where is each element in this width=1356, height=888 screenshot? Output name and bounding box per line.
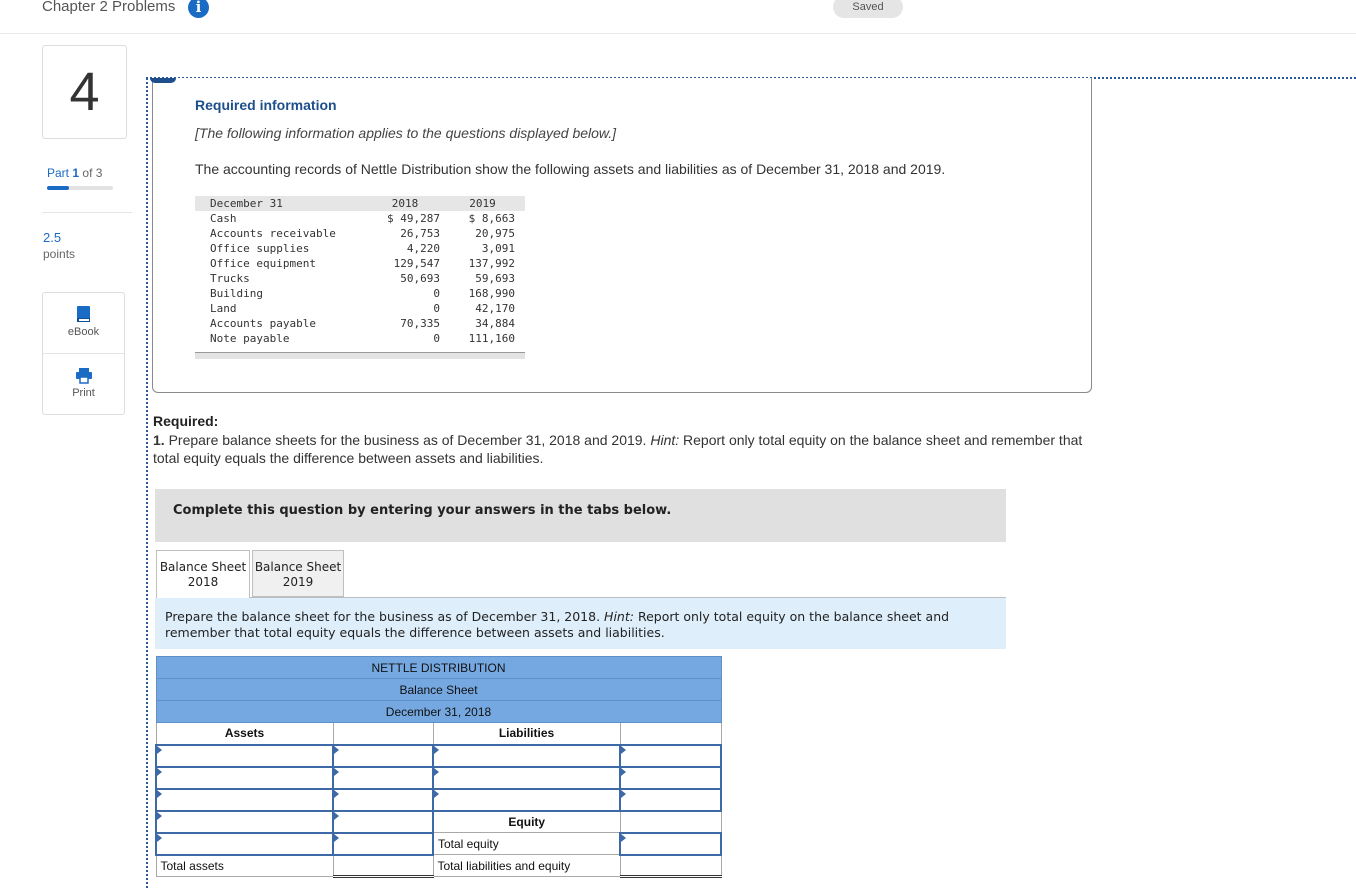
company-name: NETTLE DISTRIBUTION [156, 657, 721, 679]
amount-2019: 34,884 [475, 317, 515, 330]
required-heading: Required: [153, 413, 219, 429]
required-info-note: [The following information applies to the questions displayed below.] [195, 125, 617, 141]
amount-2018: 50,693 [400, 272, 440, 285]
required-info-tab-marker [150, 78, 176, 83]
account-name: Accounts payable [210, 317, 316, 330]
print-button[interactable] [43, 367, 124, 399]
tab-2019-line1: Balance Sheet [254, 560, 342, 574]
amount-2019: 111,160 [468, 332, 515, 345]
tab-balance-sheet-2019[interactable] [252, 550, 344, 597]
tab-balance-sheet-2018[interactable] [156, 550, 250, 598]
amount-2018: 0 [433, 302, 440, 315]
liability-amount-input-3[interactable] [620, 789, 721, 811]
question-number: 4 [69, 62, 100, 122]
amount-2019: $ 8,663 [468, 212, 515, 225]
table-row [156, 855, 721, 877]
required-hint-label: Hint: [650, 432, 680, 448]
total-assets-label: Total assets [156, 855, 333, 877]
asset-amount-input-4[interactable] [333, 811, 433, 833]
amount-2019: 59,693 [475, 272, 515, 285]
sidebar-divider [42, 212, 132, 213]
asset-label-input-2[interactable] [156, 767, 333, 789]
tab-2018-line2: 2018 [187, 575, 219, 589]
total-liab-equity-label: Total liabilities and equity [433, 855, 620, 877]
complete-question-text: Complete this question by entering your answers in the tabs below. [173, 503, 672, 518]
part-indicator [47, 166, 102, 180]
total-liab-equity-amount [620, 855, 721, 877]
table-row [156, 789, 721, 811]
account-name: Accounts receivable [210, 227, 336, 240]
required-item-number: 1. [153, 432, 165, 448]
account-name: Cash [210, 212, 237, 225]
part-prefix: Part [47, 166, 70, 180]
tools-divider [43, 353, 124, 354]
amount-2018: 0 [433, 287, 440, 300]
liability-label-input-1[interactable] [433, 745, 620, 767]
ebook-button[interactable] [43, 305, 124, 338]
statement-title-row [156, 679, 721, 701]
print-label: Print [72, 387, 95, 399]
total-equity-label: Total equity [433, 833, 620, 855]
print-icon [75, 367, 93, 384]
accounts-data-table [195, 196, 525, 346]
liability-label-input-3[interactable] [433, 789, 620, 811]
amount-2018: 70,335 [400, 317, 440, 330]
amount-2019: 20,975 [475, 227, 515, 240]
table-row [156, 833, 721, 855]
required-hint-text: Report only total equity on the balance sheet and remember that total equity equals the difference between assets and liabilities. [153, 432, 1083, 466]
table-row [195, 286, 525, 301]
statement-date: December 31, 2018 [156, 701, 721, 723]
total-equity-input[interactable] [620, 833, 721, 855]
chapter-title: Chapter 2 Problems [42, 0, 176, 15]
asset-label-input-4[interactable] [156, 811, 333, 833]
total-assets-amount [333, 855, 433, 877]
account-name: Land [210, 302, 237, 315]
points-label: points [43, 247, 76, 261]
asset-amount-input-3[interactable] [333, 789, 433, 811]
asset-amount-input-1[interactable] [333, 745, 433, 767]
tab-instruction-hint-label: Hint: [604, 609, 634, 624]
part-current: 1 [72, 166, 80, 180]
amount-2018: 0 [433, 332, 440, 345]
table-row [195, 211, 525, 226]
asset-amount-input-2[interactable] [333, 767, 433, 789]
table-row [156, 811, 721, 833]
account-name: Office supplies [210, 242, 310, 255]
part-progress-fill [47, 186, 69, 190]
table-row [195, 241, 525, 256]
account-name: Note payable [210, 332, 290, 345]
ebook-icon [76, 305, 92, 323]
required-info-intro: The accounting records of Nettle Distribution show the following assets and liabilities as of December 31, 2018 and 2019. [195, 161, 946, 177]
table-row [195, 331, 525, 346]
saved-status-badge: Saved [833, 0, 903, 18]
section-header-row [156, 723, 721, 745]
amount-2019: 137,992 [468, 257, 515, 270]
liability-label-input-2[interactable] [433, 767, 620, 789]
part-suffix: of 3 [82, 166, 103, 180]
tab-2018-line1: Balance Sheet [159, 560, 247, 574]
required-info-title: Required information [195, 97, 337, 113]
tab-instruction-hint-text: Report only total equity on the balance sheet and remember that total equity equals the difference between assets and liabilities. [165, 609, 950, 640]
amount-2018: 4,220 [406, 242, 440, 255]
amount-2019: 168,990 [468, 287, 515, 300]
asset-label-input-5[interactable] [156, 833, 333, 855]
amount-2019: 3,091 [481, 242, 515, 255]
table-row [195, 271, 525, 286]
tools-card [42, 292, 125, 415]
required-item-text: Prepare balance sheets for the business as of December 31, 2018 and 2019. [168, 432, 647, 448]
liability-amount-input-2[interactable] [620, 767, 721, 789]
asset-label-input-1[interactable] [156, 745, 333, 767]
asset-label-input-3[interactable] [156, 789, 333, 811]
amount-2018: 129,547 [393, 257, 440, 270]
account-name: Office equipment [210, 257, 316, 270]
company-name-row [156, 657, 721, 679]
info-icon[interactable]: i [188, 0, 209, 18]
tab-instruction [165, 609, 995, 641]
table-row [156, 767, 721, 789]
table-row [195, 256, 525, 271]
equity-header: Equity [433, 811, 620, 833]
header-2019: 2019 [450, 196, 515, 211]
required-item [153, 431, 1093, 467]
tab-2019-line2: 2019 [282, 575, 314, 589]
amount-2018: 26,753 [400, 227, 440, 240]
header-2018: 2018 [370, 196, 440, 211]
liabilities-header: Liabilities [433, 723, 620, 745]
balance-sheet-worksheet [155, 656, 722, 878]
points-value: 2.5 [43, 230, 62, 245]
question-frame-left [146, 78, 148, 888]
table-row [195, 316, 525, 331]
statement-date-row [156, 701, 721, 723]
liability-amount-input-1[interactable] [620, 745, 721, 767]
account-name: Building [210, 287, 263, 300]
table-row [195, 301, 525, 316]
asset-amount-input-5[interactable] [333, 833, 433, 855]
question-number-card [42, 45, 127, 139]
table-footer-bar [195, 352, 525, 359]
amount-2018: $ 49,287 [387, 212, 440, 225]
table-row [156, 745, 721, 767]
statement-title: Balance Sheet [156, 679, 721, 701]
tab-instruction-text: Prepare the balance sheet for the business as of December 31, 2018. [165, 609, 601, 624]
assets-header: Assets [156, 723, 333, 745]
part-progress-bar [47, 186, 113, 190]
amount-2019: 42,170 [475, 302, 515, 315]
table-header-row [195, 196, 525, 211]
table-row [195, 226, 525, 241]
header-label: December 31 [195, 196, 370, 211]
ebook-label: eBook [67, 326, 100, 338]
account-name: Trucks [210, 272, 250, 285]
